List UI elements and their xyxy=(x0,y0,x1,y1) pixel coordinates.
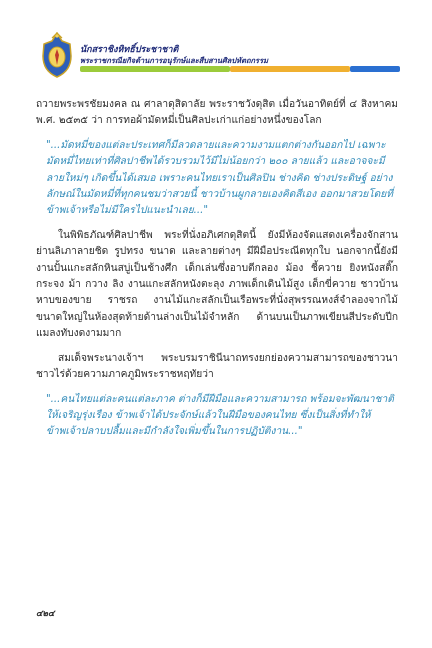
paragraph-queen: สมเด็จพระนางเจ้าฯ พระบรมราชินีนาถทรงยกย่องความสามารถของชาวนาชาวไร่ด้วยความภาคภูมิพระราชหฤทัยว่า xyxy=(36,352,398,381)
header-subtitle: พระราชกรณียกิจด้านการอนุรักษ์และสืบสานศิลปหัตถกรรม xyxy=(80,56,269,65)
quote-mudmee: "...มัดหมี่ของแต่ละประเทศก็มีลวดลายและความงามแตกต่างกันออกไป เฉพาะมัดหมี่ไทยเท่าที่ศิลปาชีพได้รวบรวมไว้มีไม่น้อยกว่า ๒๐๐ ลายแล้ว และอาจจะมีลายใหม่ๆ เกิดขึ้นได้เสมอ เพราะคนไทยเราเป็นศิลปิน ช่างคิด ช่างประดิษฐ์ อย่างลักษณ์ในมัดหมี่ที่ทุกคนชมว่าสวยนี้ ชาวบ้านผูกลายเองคิดสีเอง ออกมาสวยโดยที่ข้าพเจ้าหรือไม่มีใครไปแนะนำเลย..." xyxy=(46,139,393,217)
page-number: ๔๒๔ xyxy=(36,609,55,619)
header-bar-blue xyxy=(350,66,400,72)
paragraph-museum: ในพิพิธภัณฑ์ศิลปาชีพ พระที่นั่งอภิเศกดุสิตนี้ ยังมีห้องจัดแสดงเครื่องจักสานย่านลิเภาลายชิด รูปทรง ขนาด และลายต่างๆ มีฝีมือประณีตทุกใบ นอกจากนี้ยังมีงานปั้นแกะสลักหินสบู่เป็นช้างศึก เด็กเล่นซึ่งอาบตีกลอง ม้อง ชี้ควาย ยิงหนังสติ๊ก กระจง ม้า กวาง ลิง งานแกะสลักหนังตะลุง ภาพเด็กเดินไม้สูง เด็กขี่ควาย ชาวบ้านหาบของขาย ราชรถ งานไม้แกะสลักเป็นเรือพระที่นั่งสุพรรณหงส์จำลองจากไม้ขนาดใหญ่ในห้องสุดท้ายด้านล่างเป็นไม้จำหลัก ด้านบนเป็นภาพเขียนสีประดับปีกแมลงทับงดงามมาก xyxy=(36,229,398,340)
header-title: นักสราชิงหิทธิ์ประชาชาติ xyxy=(80,45,179,55)
page-content xyxy=(36,97,398,441)
header-bar-orange xyxy=(230,66,350,72)
paragraph-intro: ถวายพระพรชัยมงคล ณ ศาลาดุสิดาลัย พระราชวังดุสิต เมื่อวันอาทิตย์ที่ ๔ สิงหาคม พ.ศ. ๒๕๓๕ ว่า การทอผ้ามัดหมี่เป็นศิลปะเก่าแก่อย่างหนึ่งของโลก xyxy=(36,99,398,127)
quote-thai-people: "...คนไทยแต่ละคนแต่ละภาค ต่างก็มีฝีมือและความสามารถ พร้อมจะพัฒนาชาติให้เจริญรุ่งเรือง ข้าพเจ้าได้ประจักษ์แล้วในฝีมือของคนไทย ซึ่งเป็นสิ่งที่ทำให้ข้าพเจ้าปลาบปลื้มและมีกำลังใจเพิ่มขึ้นในการปฏิบัติงาน..." xyxy=(46,393,394,438)
page-header xyxy=(40,32,400,80)
header-bar-green xyxy=(80,66,230,72)
royal-emblem-icon xyxy=(40,32,74,78)
